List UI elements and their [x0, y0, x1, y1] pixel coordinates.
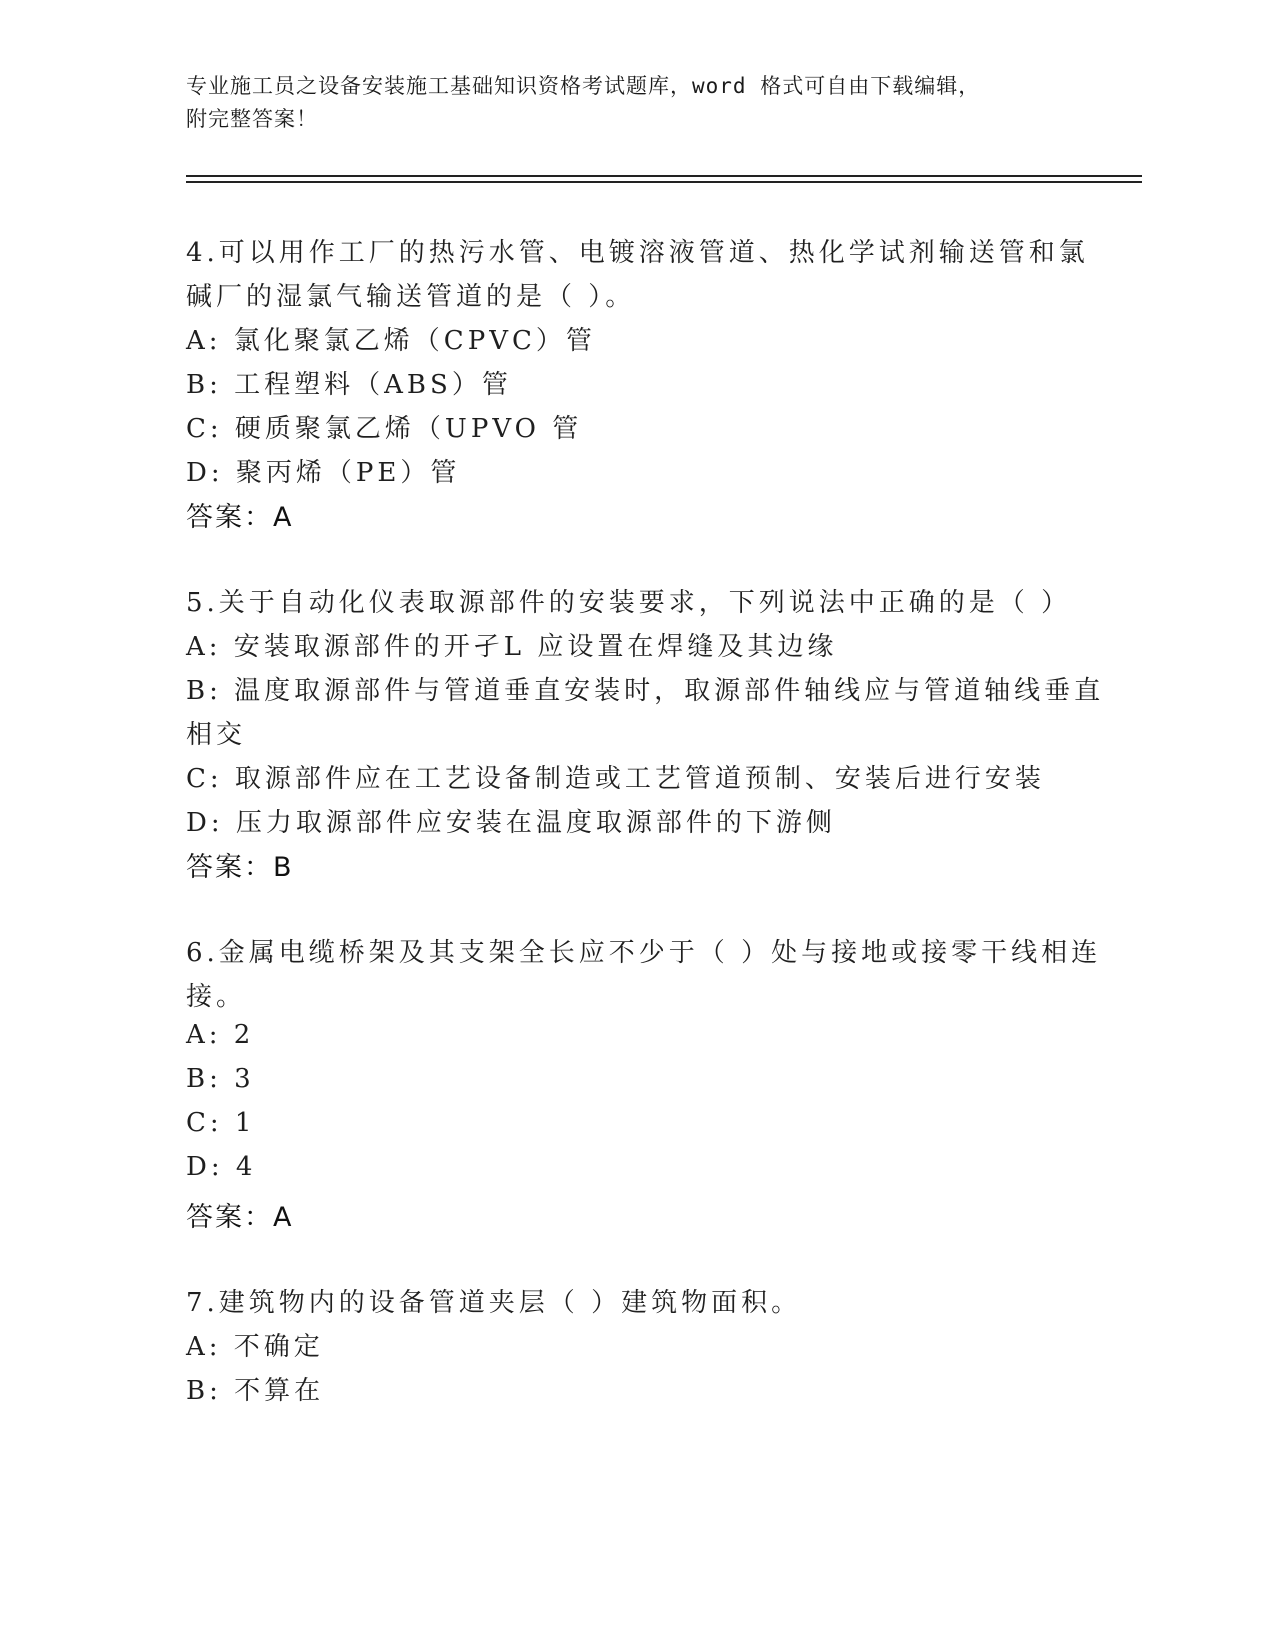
question-4-text-line-1: 4.可以用作工厂的热污水管、电镀溶液管道、热化学试剂输送管和氯	[186, 238, 1089, 268]
document-header	[186, 70, 1086, 136]
question-6-text-line-2: 接。	[186, 982, 247, 1012]
question-6-text-line-1: 6.金属电缆桥架及其支架全长应不少于（ ）处与接地或接零干线相连	[186, 938, 1102, 968]
question-5-option-b: B: 温度取源部件与管道垂直安装时，取源部件轴线应与管道轴线垂直	[186, 676, 1105, 706]
question-4-option-a: A: 氯化聚氯乙烯（CPVC）管	[186, 326, 596, 356]
question-7-option-b: B: 不算在	[186, 1376, 325, 1406]
question-5-answer: 答案：B	[186, 852, 294, 883]
question-4-text-line-2: 碱厂的湿氯气输送管道的是（ ）。	[186, 282, 636, 312]
header-divider-top	[186, 175, 1142, 177]
header-divider-bottom	[186, 181, 1142, 183]
question-7-text-line-1: 7.建筑物内的设备管道夹层（ ）建筑物面积。	[186, 1288, 802, 1318]
question-6-option-a: A: 2	[186, 1020, 255, 1050]
question-6-option-c: C: 1	[186, 1108, 256, 1138]
question-7-option-a: A: 不确定	[186, 1332, 324, 1362]
question-4-option-d: D: 聚丙烯（PE）管	[186, 458, 461, 488]
question-6-option-d: D: 4	[186, 1152, 257, 1182]
question-5-option-d: D: 压力取源部件应安装在温度取源部件的下游侧	[186, 808, 836, 838]
question-6-answer: 答案：A	[186, 1202, 294, 1233]
question-4-option-c: C: 硬质聚氯乙烯（UPVO 管	[186, 414, 583, 444]
question-5-option-b-continued: 相交	[186, 720, 247, 750]
question-5-option-a: A: 安装取源部件的开孑L 应设置在焊缝及其边缘	[186, 632, 838, 662]
header-line-2: 附完整答案！	[186, 107, 318, 131]
header-line-1: 专业施工员之设备安装施工基础知识资格考试题库，word 格式可自由下载编辑，	[186, 74, 981, 98]
question-6-option-b: B: 3	[186, 1064, 255, 1094]
question-5-option-c: C: 取源部件应在工艺设备制造或工艺管道预制、安装后进行安装	[186, 764, 1045, 794]
question-5-text-line-1: 5.关于自动化仪表取源部件的安装要求，下列说法中正确的是（ ）	[186, 588, 1072, 618]
question-4-answer: 答案：A	[186, 502, 294, 533]
question-4-option-b: B: 工程塑料（ABS）管	[186, 370, 512, 400]
